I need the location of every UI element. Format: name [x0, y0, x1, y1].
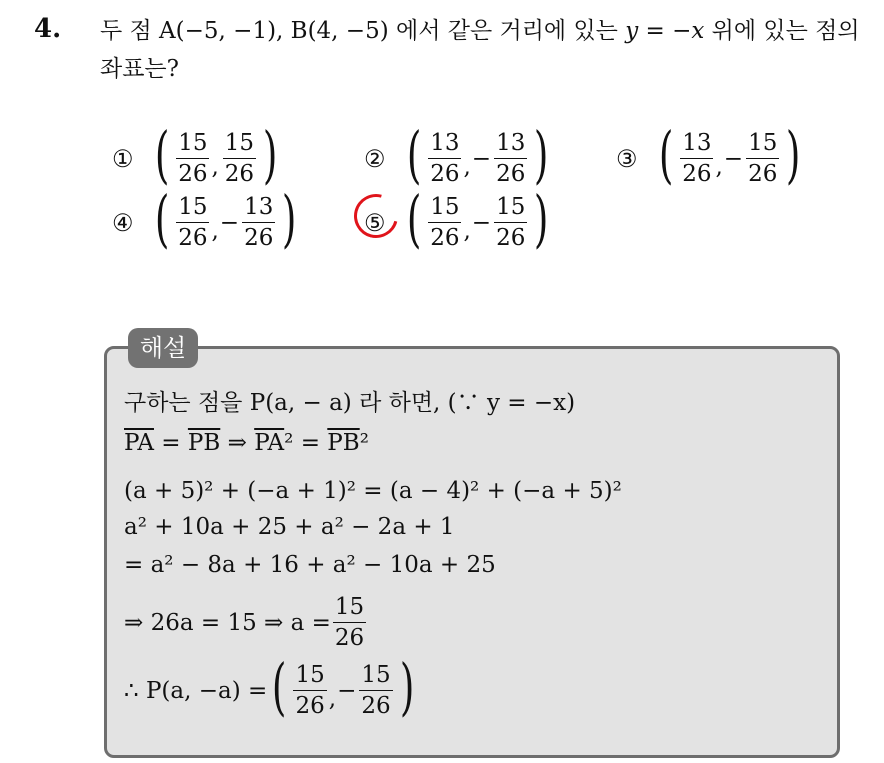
paren-close-glyph: )	[534, 117, 549, 191]
solution-line-3: (a + 5)² + (−a + 1)² = (a − 4)² + (−a + 5)²	[124, 478, 622, 504]
solution-line-4: a² + 10a + 25 + a² − 2a + 1	[124, 514, 455, 540]
fraction	[333, 592, 366, 653]
sign: −	[723, 145, 744, 172]
denominator: 26	[178, 161, 208, 187]
paren-open-glyph: (	[658, 117, 674, 191]
numerator: 15	[293, 660, 326, 691]
equals: =	[153, 430, 188, 456]
numerator: 13	[242, 192, 275, 223]
fraction	[428, 128, 461, 189]
denominator: 26	[295, 693, 325, 719]
segment-pb: $\overline{PB}$	[187, 430, 221, 456]
fraction	[428, 192, 461, 253]
denominator: 26	[496, 225, 526, 251]
numerator: 15	[176, 192, 209, 223]
comma: ,	[463, 153, 471, 180]
paren-open-glyph: (	[272, 649, 287, 723]
numerator: 15	[176, 128, 209, 159]
line6-prefix: ⇒ 26a = 15 ⇒ a =	[124, 609, 331, 636]
question-text-part1: 두 점 A(−5, −1), B(4, −5) 에서 같은 거리에 있는	[100, 18, 626, 44]
solution-line-6	[124, 592, 368, 653]
fraction	[359, 660, 392, 721]
fraction	[176, 128, 209, 189]
paren-open-glyph: (	[406, 117, 422, 191]
comma: ,	[328, 685, 337, 712]
question-equation: y = −x	[625, 18, 705, 44]
denominator: 26	[178, 225, 208, 251]
paren-open-glyph: (	[406, 181, 422, 255]
paren-close-glyph: )	[262, 117, 278, 191]
squared-equals: ² =	[284, 430, 328, 456]
paren-open-glyph: (	[154, 117, 170, 191]
solution-tab: 해설	[128, 328, 198, 368]
denominator: 26	[361, 693, 391, 719]
choice-1[interactable]	[112, 117, 282, 191]
solution-line-5: = a² − 8a + 16 + a² − 10a + 25	[124, 552, 496, 578]
choice-marker: ④	[112, 208, 134, 237]
paren-close-glyph: )	[534, 181, 549, 255]
numerator: 13	[680, 128, 713, 159]
numerator: 13	[428, 128, 461, 159]
denominator: 26	[682, 161, 712, 187]
numerator: 15	[746, 128, 779, 159]
paren-close-glyph: )	[399, 649, 415, 723]
fraction	[680, 128, 713, 189]
paren-close-glyph: )	[786, 117, 801, 191]
choice-marker: ⑤	[364, 208, 386, 237]
segment-pa: $\overline{PA}$	[254, 430, 285, 456]
denominator: 26	[224, 161, 255, 187]
comma: ,	[211, 217, 219, 244]
sign: −	[219, 209, 240, 236]
denominator: 26	[334, 625, 365, 651]
comma: ,	[463, 217, 471, 244]
choice-marker: ①	[112, 144, 134, 173]
numerator: 15	[428, 192, 461, 223]
fraction	[293, 660, 326, 721]
numerator: 15	[494, 192, 527, 223]
denominator: 26	[748, 161, 778, 187]
solution-line-7	[124, 649, 419, 723]
question-text	[100, 12, 870, 88]
choice-4[interactable]	[112, 181, 302, 255]
question-number: 4.	[34, 14, 62, 44]
sign: −	[471, 209, 492, 236]
fraction	[176, 192, 209, 253]
choice-2[interactable]	[364, 117, 554, 191]
comma: ,	[211, 153, 219, 180]
fraction	[746, 128, 779, 189]
numerator: 15	[359, 660, 392, 691]
fraction	[494, 192, 527, 253]
question-text-part2: 위에 있는 점의 좌표는?	[100, 18, 860, 82]
implies: ⇒	[220, 430, 255, 456]
comma: ,	[715, 153, 723, 180]
numerator: 15	[223, 128, 256, 159]
solution-line-1: 구하는 점을 P(a, − a) 라 하면, (∵ y = −x)	[124, 390, 576, 416]
fraction	[223, 128, 256, 189]
numerator: 13	[494, 128, 527, 159]
solution-line-2	[124, 430, 369, 456]
fraction	[242, 192, 275, 253]
fraction	[494, 128, 527, 189]
segment-pb: $\overline{PB}$	[327, 430, 360, 456]
choice-marker: ②	[364, 144, 386, 173]
paren-close-glyph: )	[282, 181, 297, 255]
squared: ²	[359, 430, 369, 456]
line7-prefix: ∴ P(a, −a) =	[124, 677, 268, 704]
numerator: 15	[333, 592, 366, 623]
paren-open-glyph: (	[154, 181, 170, 255]
sign: −	[337, 677, 357, 704]
denominator: 26	[244, 225, 274, 251]
choice-3[interactable]	[616, 117, 806, 191]
segment-pa: $\overline{PA}$	[124, 430, 154, 456]
sign: −	[471, 145, 492, 172]
denominator: 26	[430, 161, 460, 187]
denominator: 26	[496, 161, 526, 187]
choice-marker: ③	[616, 144, 638, 173]
denominator: 26	[430, 225, 460, 251]
